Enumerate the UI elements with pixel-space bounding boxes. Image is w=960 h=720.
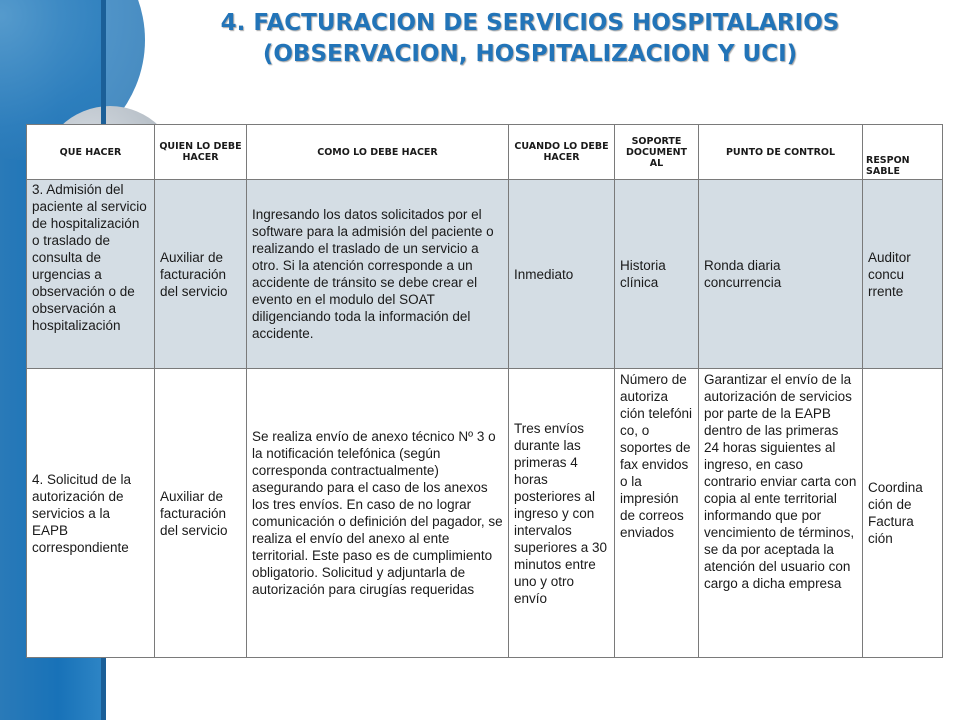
table-header-row: [27, 125, 943, 180]
cell-responsable: Coordina ción de Factura ción: [863, 369, 943, 658]
cell-cuando: Inmediato: [509, 180, 615, 369]
process-table-container: [26, 124, 942, 664]
slide-title-line-2: (OBSERVACION, HOSPITALIZACION Y UCI): [262, 41, 798, 67]
slide-title-line-1: 4. FACTURACION DE SERVICIOS HOSPITALARIOS: [220, 10, 840, 36]
cell-punto-control: Ronda diaria concurrencia: [699, 180, 863, 369]
cell-punto-control: Garantizar el envío de la autorización de servicios por parte de la EAPB dentro de las primeras 24 horas siguientes al ingreso, en caso contrario enviar carta con copia al ente territorial informando que por vencimiento de términos, se da por aceptada la atención del usuario con cargo a dicha empresa: [699, 369, 863, 658]
cell-soporte: Número de autoriza ción telefóni co, o soportes de fax envidos o la impresión de correos enviados: [615, 369, 699, 658]
cell-como: Ingresando los datos solicitados por el software para la admisión del paciente o realizando el traslado de un servicio a otro. Si la atención corresponde a un accidente de tránsito se debe crear el evento en el modulo del SOAT diligenciando toda la información del accidente.: [247, 180, 509, 369]
table-row: [27, 369, 943, 658]
header-quien-lo-debe-hacer: QUIEN LO DEBE HACER: [155, 125, 247, 180]
header-que-hacer: QUE HACER: [27, 125, 155, 180]
header-cuando-lo-debe-hacer: CUANDO LO DEBE HACER: [509, 125, 615, 180]
cell-quien: Auxiliar de facturación del servicio: [155, 369, 247, 658]
cell-soporte: Historia clínica: [615, 180, 699, 369]
cell-cuando: Tres envíos durante las primeras 4 horas posteriores al ingreso y con intervalos superiores a 30 minutos entre uno y otro envío: [509, 369, 615, 658]
header-soporte-documental: SOPORTE DOCUMENT AL: [615, 125, 699, 180]
process-table: [26, 124, 943, 658]
cell-que-hacer: 3. Admisión del paciente al servicio de hospitalización o traslado de consulta de urgencias a observación o de observación a hospitalización: [27, 180, 155, 369]
cell-como: Se realiza envío de anexo técnico Nº 3 o la notificación telefónica (según corresponda contractualmente) asegurando para el caso de los anexos los tres envíos. En caso de no lograr comunicación o definición del pagador, se realiza el envío del anexo al ente territorial. Este paso es de cumplimiento obligatorio. Solicitud y adjuntarla de autorización para cirugías requeridas: [247, 369, 509, 658]
cell-responsable: Auditor concu rrente: [863, 180, 943, 369]
cell-que-hacer: 4. Solicitud de la autorización de servicios a la EAPB correspondiente: [27, 369, 155, 658]
slide-title: [110, 8, 950, 70]
header-como-lo-debe-hacer: COMO LO DEBE HACER: [247, 125, 509, 180]
header-responsable: RESPON SABLE: [863, 125, 943, 180]
cell-quien: Auxiliar de facturación del servicio: [155, 180, 247, 369]
header-punto-de-control: PUNTO DE CONTROL: [699, 125, 863, 180]
table-row: [27, 180, 943, 369]
